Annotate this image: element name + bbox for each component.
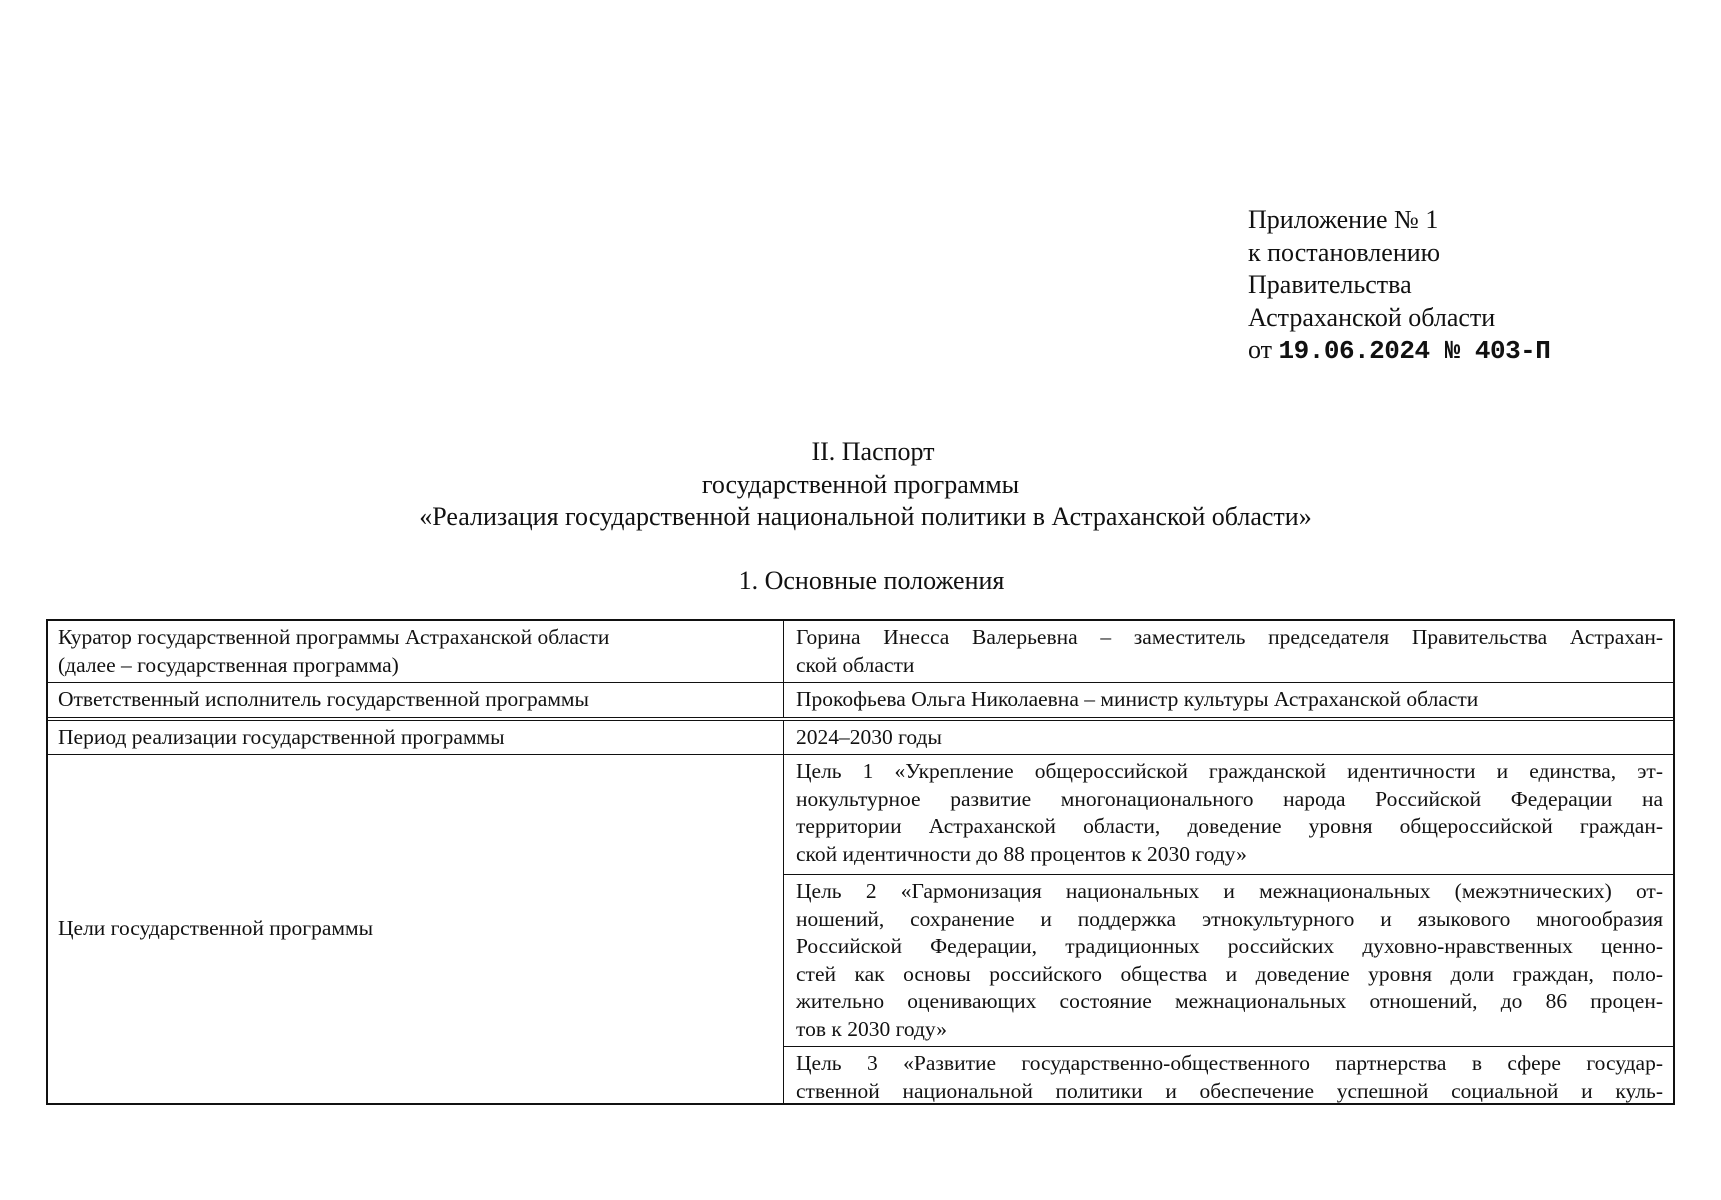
goal-line: тов к 2030 году» [796, 1016, 947, 1041]
goal-item-2 [784, 875, 1673, 1047]
section-heading: 1. Основные положения [738, 566, 1005, 595]
appendix-date-line [1248, 334, 1550, 368]
value-line: Горина Инесса Валерьевна – заместитель председателя Правительства Астрахан- [796, 625, 1663, 649]
goal-line: Цель 1 «Укрепление общероссийской гражданской идентичности и единства, эт- [796, 759, 1663, 783]
goal-item-3 [784, 1047, 1673, 1103]
appendix-stamp [1248, 204, 1550, 368]
row-value-period: 2024–2030 годы [796, 724, 942, 749]
document-title [0, 436, 1721, 534]
appendix-date-prefix: от [1248, 335, 1273, 364]
row-value-executor: Прокофьева Ольга Николаевна – министр культуры Астраханской области [796, 687, 1479, 711]
title-line-3: «Реализация государственной национальной политики в Астраханской области» [419, 502, 1312, 531]
row-label-goals [48, 755, 784, 1103]
goal-line: Цель 3 «Развитие государственно-общественного партнерства в сфере государ- [796, 1051, 1663, 1075]
appendix-line-4: Астраханской области [1248, 302, 1496, 332]
appendix-line-2: к постановлению [1248, 237, 1441, 267]
goals-list [784, 755, 1673, 1103]
goals-label-text: Цели государственной программы [58, 916, 374, 941]
goal-line: Цель 2 «Гармонизация национальных и межнациональных (межэтнических) от- [796, 879, 1663, 903]
passport-table [46, 619, 1675, 1105]
label-line: (далее – государственная программа) [58, 652, 399, 677]
title-line-1: II. Паспорт [811, 437, 935, 466]
table-row [48, 721, 1673, 756]
goal-line: территории Астраханской области, доведение уровня общероссийской граждан- [796, 814, 1663, 838]
label-line: Куратор государственной программы Астраханской области [58, 625, 610, 649]
row-value-curator [784, 621, 1673, 682]
row-label-curator [48, 621, 784, 682]
goal-item-1 [784, 755, 1673, 875]
goal-line: ственной национальной политики и обеспечение успешной социальной и куль- [796, 1078, 1663, 1103]
appendix-line-3: Правительства [1248, 270, 1412, 299]
table-row [48, 755, 1673, 1103]
goal-line: жительно оценивающих состояние межнациональных отношений, до 86 процен- [796, 989, 1663, 1013]
goal-line: нокультурное развитие многонационального народа Российской Федерации на [796, 786, 1663, 811]
title-line-2: государственной программы [701, 469, 1020, 499]
goal-line: стей как основы российского общества и доведение уровня доли граждан, поло- [796, 961, 1663, 986]
appendix-line-1: Приложение № 1 [1248, 205, 1439, 234]
goal-line: ской идентичности до 88 процентов к 2030 году» [796, 841, 1247, 866]
row-label-executor: Ответственный исполнитель государственной программы [48, 683, 784, 717]
row-label-period: Период реализации государственной программы [48, 721, 784, 755]
appendix-date-value: 19.06.2024 № 403-П [1278, 336, 1551, 366]
value-line: ской области [796, 652, 915, 677]
goal-line: Российской Федерации, традиционных российских духовно-нравственных ценно- [796, 934, 1663, 958]
table-row [48, 621, 1673, 683]
goal-line: ношений, сохранение и поддержка этнокультурного и языкового многообразия [796, 906, 1663, 931]
table-row [48, 683, 1673, 721]
